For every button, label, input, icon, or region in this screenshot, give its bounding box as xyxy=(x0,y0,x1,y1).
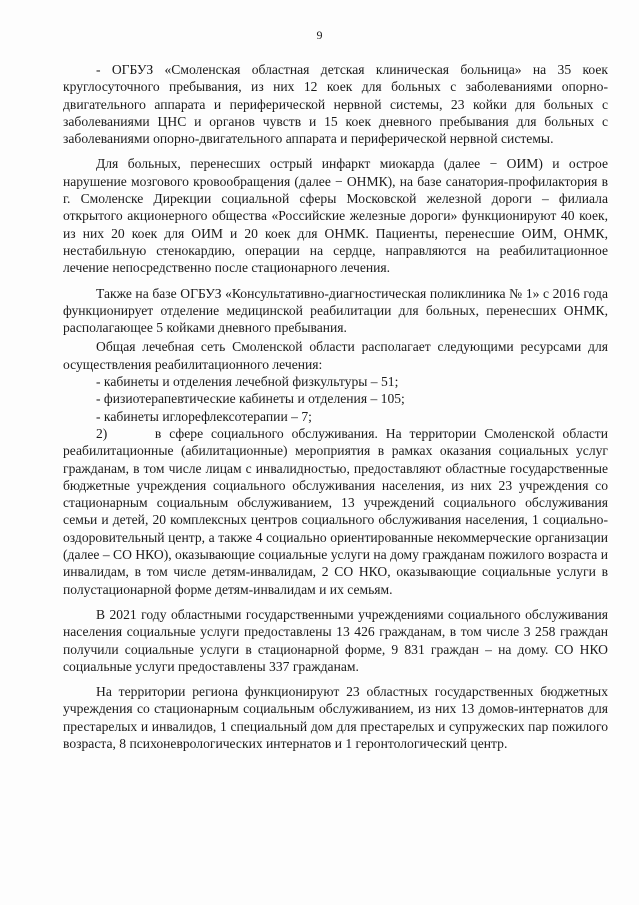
resource-item-acupuncture: - кабинеты иглорефлексотерапии – 7; xyxy=(96,408,312,424)
paragraph-social-services: 2) в сфере социального обслуживания. На территории Смоленской области реабилитационные (абилитационные) мероприятия в рамках оказания социальных услуг гражданам, в том числе лицам с инвалидностью, предоставляют областные государственные бюджетные учреждения социального обслуживания населения, из них 23 учреждения со стационарным социальным обслуживанием, 13 учреждений социального обслуживания семьи и детей, 20 комплексных центров социального обслуживания населения, 1 социально-оздоровительный центр, а также 4 социально ориентированные некоммерческие организации (далее – СО НКО), оказывающие социальные услуги на дому гражданам пожилого возраста и инвалидам, в том числе детям-инвалидам, 2 СО НКО, оказывающие социальные услуги в полустационарной форме детям-инвалидам и их семьям. xyxy=(63,425,612,597)
resource-item-physio: - физиотерапевтические кабинеты и отделения – 105; xyxy=(96,391,405,407)
paragraph-resources-intro: Общая лечебная сеть Смоленской области располагает следующими ресурсами для осуществления реабилитационного лечения: xyxy=(63,339,608,372)
resource-item-lfk: - кабинеты и отделения лечебной физкультуры – 51; xyxy=(96,374,399,390)
document-body xyxy=(63,61,612,752)
paragraph-institutions: На территории региона функционируют 23 областных государственных бюджетных учреждения со стационарным социальным обслуживанием, из них 13 домов-интернатов для престарелых и инвалидов, 1 специальный дом для престарелых и супружеских пар пожилого возраста, 8 психоневрологических интернатов и 1 геронтологический центр. xyxy=(63,684,608,751)
paragraph-oim-onmk: Для больных, перенесших острый инфаркт миокарда (далее − ОИМ) и острое нарушение мозгового кровообращения (далее − ОНМК), на базе санатория-профилактория в г. Смоленске Дирекции социальной сферы Московской железной дороги – филиала открытого акционерного общества «Российские железные дороги» функционируют 40 коек, из них 20 коек для ОИМ и 20 коек для ОНМК. Пациенты, перенесшие ОИМ, ОНМК, нестабильную стенокардию, операции на сердце, направляются на реабилитационное лечение непосредственно после стационарного лечения. xyxy=(63,156,608,276)
page-number: 9 xyxy=(316,28,323,42)
paragraph-polyclinic: Также на базе ОГБУЗ «Консультативно-диагностическая поликлиника № 1» с 2016 года функционирует отделение медицинской реабилитации для больных, перенесших ОНМК, располагающее 5 койками дневного пребывания. xyxy=(63,285,608,336)
paragraph-hospital: - ОГБУЗ «Смоленская областная детская клиническая больница» на 35 коек круглосуточного пребывания, из них 12 коек для больных с заболеваниями опорно-двигательного аппарата и периферической нервной системы, 23 койки для больных с заболеваниями ЦНС и органов чувств и 15 коек дневного пребывания для больных с заболеваниями опорно-двигательного аппарата и периферической нервной системы. xyxy=(63,62,608,147)
paragraph-2021-stats: В 2021 году областными государственными учреждениями социального обслуживания населения социальные услуги предоставлены 13 426 гражданам, в том числе 3 258 граждан получили социальные услуги в стационарной форме, 9 831 граждан – на дому. СО НКО социальные услуги предоставлены 337 гражданам. xyxy=(63,606,608,674)
